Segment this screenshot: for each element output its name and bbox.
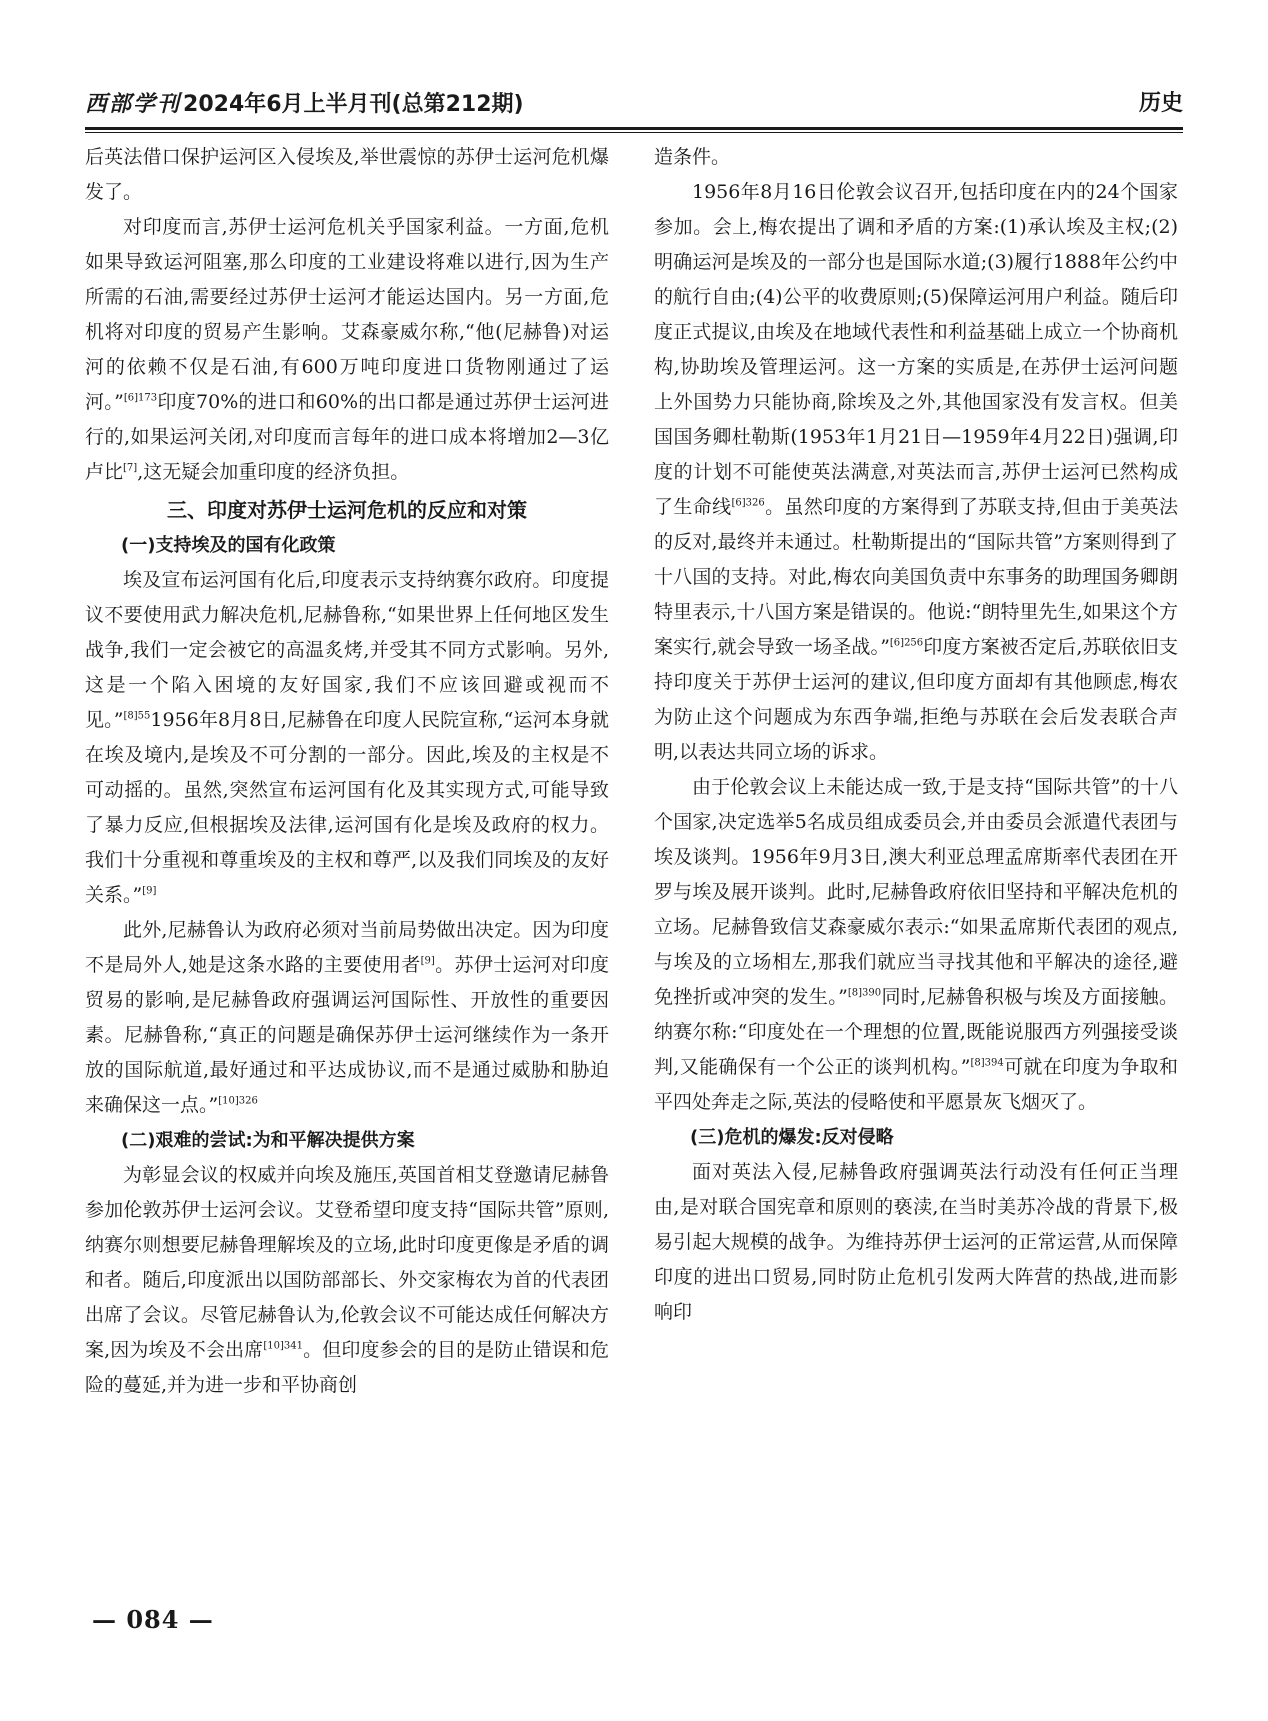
subsection-heading: (二)艰难的尝试:为和平解决提供方案	[121, 1130, 415, 1151]
citation: [9]	[142, 885, 157, 897]
citation: [6]173	[123, 392, 158, 404]
issue-info: 2024年6月上半月刊(总第212期)	[183, 92, 524, 117]
section-heading: 三、印度对苏伊士运河危机的反应和对策	[167, 498, 527, 522]
right-column	[654, 140, 1178, 1330]
paragraph	[654, 1155, 1178, 1330]
citation: [6]326	[731, 497, 765, 509]
subsection-heading: (一)支持埃及的国有化政策	[121, 535, 336, 556]
citation: [6]256	[889, 637, 924, 649]
subsection-heading: (三)危机的爆发:反对侵略	[690, 1127, 894, 1148]
paragraph	[654, 175, 1178, 770]
paragraph-text: 埃及宣布运河国有化后,印度表示支持纳赛尔政府。印度提议不要使用武力解决危机,尼赫鲁称,“如果世界上任何地区发生战争,我们一定会被它的高温炙烤,并受其不同方式影响。另外,这是一个陷入困境的友好国家,我们不应该回避或视而不见。”	[85, 569, 609, 731]
citation: [7]	[123, 462, 138, 474]
paragraph	[85, 1158, 609, 1403]
paragraph-text: 对印度而言,苏伊士运河危机关乎国家利益。一方面,危机如果导致运河阻塞,那么印度的工业建设将难以进行,因为生产所需的石油,需要经过苏伊士运河才能运达国内。另一方面,危机将对印度的贸易产生影响。艾森豪威尔称,“他(尼赫鲁)对运河的依赖不仅是石油,有600万吨印度进口货物刚通过了运河。”	[85, 216, 609, 413]
paragraph-text: 为彰显会议的权威并向埃及施压,英国首相艾登邀请尼赫鲁参加伦敦苏伊士运河会议。艾登希望印度支持“国际共管”原则,纳赛尔则想要尼赫鲁理解埃及的立场,此时印度更像是矛盾的调和者。随后,印度派出以国防部部长、外交家梅农为首的代表团出席了会议。尽管尼赫鲁认为,伦敦会议不可能达成任何解决方案,因为埃及不会出席	[85, 1164, 609, 1361]
paragraph-text: 造条件。	[654, 146, 731, 168]
journal-logo: 西部学刊	[85, 91, 182, 117]
paragraph	[85, 913, 609, 1123]
citation: [9]	[420, 955, 435, 967]
citation: [8]390	[847, 987, 882, 999]
citation: [8]55	[123, 710, 151, 722]
paragraph-text: 由于伦敦会议上未能达成一致,于是支持“国际共管”的十八个国家,决定选举5名成员组成委员会,并由委员会派遣代表团与埃及谈判。1956年9月3日,澳大利亚总理孟席斯率代表团在开罗与埃及展开谈判。此时,尼赫鲁政府依旧坚持和平解决危机的立场。尼赫鲁致信艾森豪威尔表示:“如果孟席斯代表团的观点,与埃及的立场相左,那我们就应当寻找其他和平解决的途径,避免挫折或冲突的发生。”	[654, 776, 1178, 1008]
paragraph-text: 1956年8月8日,尼赫鲁在印度人民院宣称,“运河本身就在埃及境内,是埃及不可分割的一部分。因此,埃及的主权是不可动摇的。虽然,突然宣布运河国有化及其实现方式,可能导致了暴力反应,但根据埃及法律,运河国有化是埃及政府的权力。我们十分重视和尊重埃及的主权和尊严,以及我们同埃及的友好关系。”	[85, 709, 609, 906]
header-rule	[85, 127, 1183, 130]
citation: [10]341	[263, 1340, 303, 1352]
paragraph-text: 印度方案被否定后,苏联依旧支持印度关于苏伊士运河的建议,但印度方面却有其他顾虑,梅农为防止这个问题成为东西争端,拒绝与苏联在会后发表联合声明,以表达共同立场的诉求。	[654, 636, 1178, 763]
paragraph	[85, 140, 609, 210]
paragraph-text: 1956年8月16日伦敦会议召开,包括印度在内的24个国家参加。会上,梅农提出了调和矛盾的方案:(1)承认埃及主权;(2)明确运河是埃及的一部分也是国际水道;(3)履行1888年公约中的航行自由;(4)公平的收费原则;(5)保障运河用户利益。随后印度正式提议,由埃及在地域代表性和利益基础上成立一个协商机构,协助埃及管理运河。这一方案的实质是,在苏伊士运河问题上外国势力只能协商,除埃及之外,其他国家没有发言权。但美国国务卿杜勒斯(1953年1月21日—1959年4月22日)强调,印度的计划不可能使英法满意,对英法而言,苏伊士运河已然构成了生命线	[654, 181, 1178, 518]
paragraph	[85, 210, 609, 490]
paragraph-text: 印度70%的进口和60%的出口都是通过苏伊士运河进行的,如果运河关闭,对印度而言每年的进口成本将增加2—3亿卢比	[85, 391, 609, 483]
citation: [10]326	[218, 1095, 258, 1107]
paragraph	[654, 140, 1178, 175]
page-number: — 084 —	[92, 1605, 214, 1634]
paragraph-text: 此外,尼赫鲁认为政府必须对当前局势做出决定。因为印度不是局外人,她是这条水路的主要使用者	[85, 919, 609, 976]
left-column	[85, 140, 609, 1403]
paragraph-text: 。虽然印度的方案得到了苏联支持,但由于美英法的反对,最终并未通过。杜勒斯提出的“国际共管”方案则得到了十八国的支持。对此,梅农向美国负责中东事务的助理国务卿朗特里表示,十八国方案是错误的。他说:“朗特里先生,如果这个方案实行,就会导致一场圣战。”	[654, 496, 1178, 658]
paragraph-text: 。苏伊士运河对印度贸易的影响,是尼赫鲁政府强调运河国际性、开放性的重要因素。尼赫鲁称,“真正的问题是确保苏伊士运河继续作为一条开放的国际航道,最好通过和平达成协议,而不是通过威胁和胁迫来确保这一点。”	[85, 954, 609, 1116]
journal-info	[85, 84, 524, 125]
citation: [8]394	[970, 1057, 1004, 1069]
section-label: 历史	[1138, 91, 1183, 116]
paragraph	[654, 770, 1178, 1120]
paragraph-text: ,这无疑会加重印度的经济负担。	[137, 461, 410, 483]
paragraph	[85, 563, 609, 913]
page-header	[85, 84, 1183, 124]
paragraph-text: 后英法借口保护运河区入侵埃及,举世震惊的苏伊士运河危机爆发了。	[85, 146, 609, 203]
paragraph-text: 同时,尼赫鲁积极与埃及方面接触。纳赛尔称:“印度处在一个理想的位置,既能说服西方列强接受谈判,又能确保有一个公正的谈判机构。”	[654, 986, 1178, 1078]
paragraph-text: 面对英法入侵,尼赫鲁政府强调英法行动没有任何正当理由,是对联合国宪章和原则的亵渎,在当时美苏冷战的背景下,极易引起大规模的战争。为维持苏伊士运河的正常运营,从而保障印度的进出口贸易,同时防止危机引发两大阵营的热战,进而影响印	[654, 1161, 1178, 1323]
paragraph-text: 。但印度参会的目的是防止错误和危险的蔓延,并为进一步和平协商创	[85, 1339, 609, 1396]
header-rule-thin	[85, 132, 1183, 133]
paragraph-text: 可就在印度为争取和平四处奔走之际,英法的侵略使和平愿景灰飞烟灭了。	[654, 1056, 1178, 1113]
